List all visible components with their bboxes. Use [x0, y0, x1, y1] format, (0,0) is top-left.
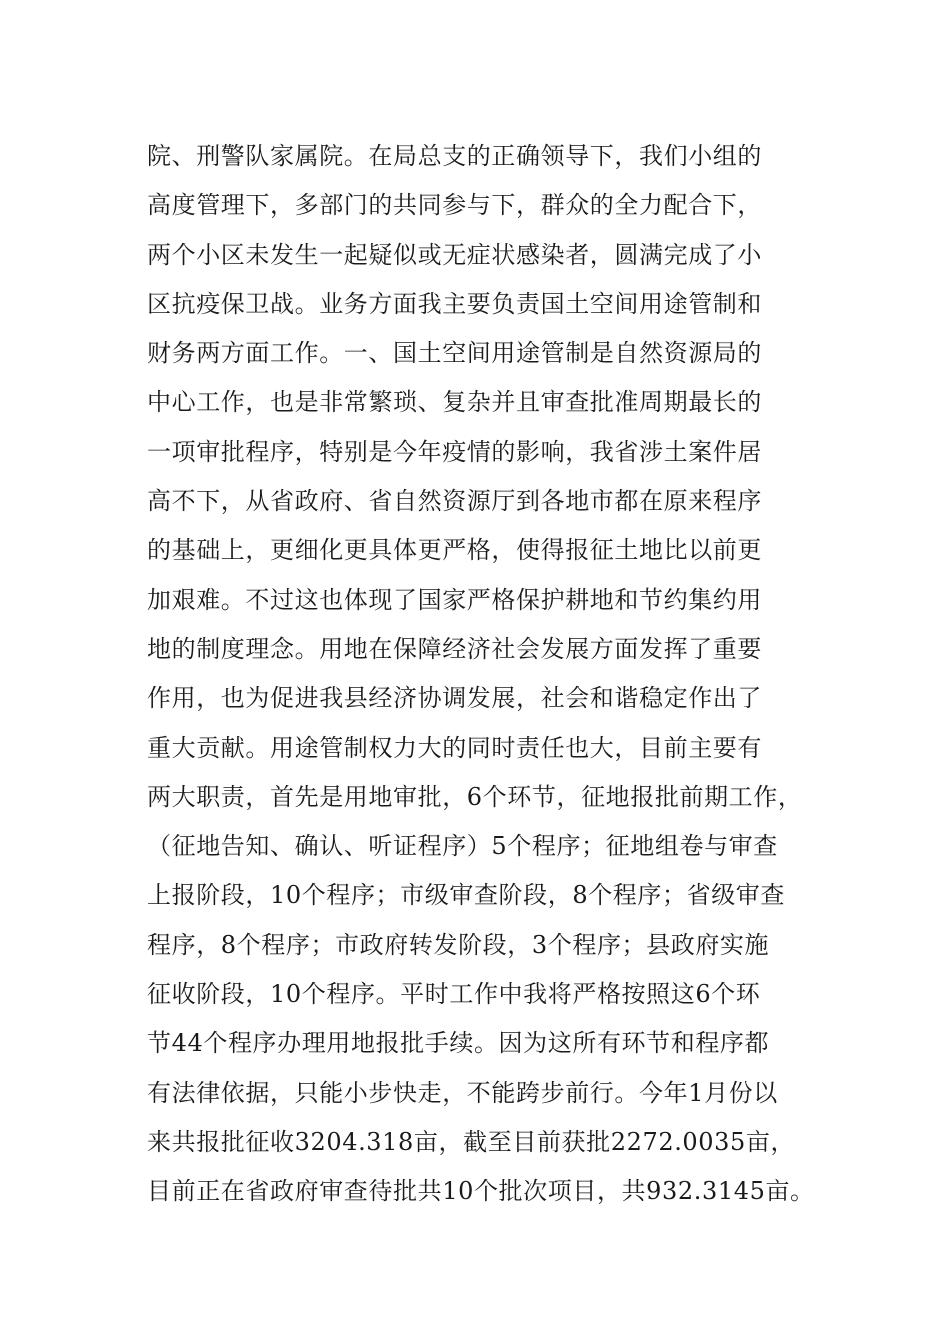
text-line: 征收阶段，10个程序。平时工作中我将严格按照这6个环 [147, 980, 761, 1009]
text-line: 加艰难。不过这也体现了国家严格保护耕地和节约集约用 [147, 585, 762, 614]
text-line: 区抗疫保卫战。业务方面我主要负责国土空间用途管制和 [147, 289, 762, 318]
text-line: 作用，也为促进我县经济协调发展，社会和谐稳定作出了 [147, 684, 762, 713]
text-line: 财务两方面工作。一、国土空间用途管制是自然资源局的 [147, 339, 762, 368]
text-line: 有法律依据，只能小步快走，不能跨步前行。今年1月份以 [147, 1078, 778, 1107]
text-line: 地的制度理念。用地在保障经济社会发展方面发挥了重要 [147, 634, 762, 663]
text-line: 程序，8个程序；市政府转发阶段，3个程序；县政府实施 [147, 930, 770, 959]
text-line: 的基础上，更细化更具体更严格，使得报征土地比以前更 [147, 536, 762, 565]
text-line: 一项审批程序，特别是今年疫情的影响，我省涉土案件居 [147, 437, 762, 466]
text-line: 节44个程序办理用地报批手续。因为这所有环节和程序都 [147, 1029, 770, 1058]
text-line: 目前正在省政府审查待批共10个批次项目，共932.3145亩。 [147, 1177, 815, 1206]
text-line: 上报阶段，10个程序；市级审查阶段，8个程序；省级审查 [147, 881, 786, 910]
text-line: 重大贡献。用途管制权力大的同时责任也大，目前主要有 [147, 733, 762, 762]
text-line: 两个小区未发生一起疑似或无症状感染者，圆满完成了小 [147, 240, 762, 269]
text-line: 院、刑警队家属院。在局总支的正确领导下，我们小组的 [147, 142, 762, 170]
body-paragraph [147, 132, 847, 1217]
text-line: 中心工作，也是非常繁琐、复杂并且审查批准周期最长的 [147, 388, 762, 417]
text-line: 高度管理下，多部门的共同参与下，群众的全力配合下， [147, 191, 762, 220]
text-line: 两大职责，首先是用地审批，6个环节，征地报批前期工作， [147, 782, 803, 811]
text-line: 高不下，从省政府、省自然资源厅到各地市都在原来程序 [147, 487, 762, 516]
text-line: 来共报批征收3204.318亩，截至目前获批2272.0035亩， [147, 1127, 796, 1156]
text-line: （征地告知、确认、听证程序）5个程序；征地组卷与审查 [147, 832, 778, 861]
